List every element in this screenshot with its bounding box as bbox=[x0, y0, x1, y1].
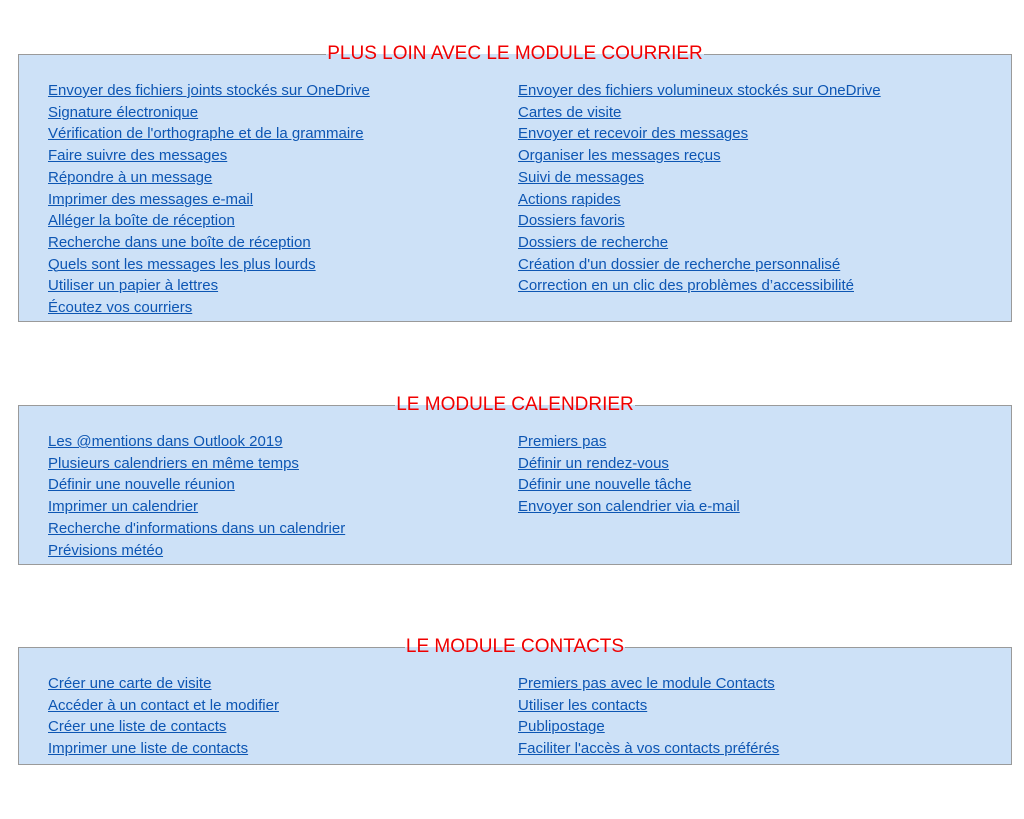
link-recherche-calendrier[interactable]: Recherche d'informations dans un calendrier bbox=[48, 519, 346, 537]
link-envoyer-fichiers-joints-onedrive[interactable]: Envoyer des fichiers joints stockés sur OneDrive bbox=[48, 82, 370, 99]
link-envoyer-fichiers-volumineux[interactable]: Envoyer des fichiers volumineux stockés sur OneDrive bbox=[518, 82, 881, 99]
link-envoyer-calendrier[interactable]: Envoyer son calendrier via e-mail bbox=[518, 498, 740, 516]
link-repondre-message[interactable]: Répondre à un message bbox=[48, 168, 213, 186]
link-faciliter-acces-contacts[interactable]: Faciliter l'accès à vos contacts préférés bbox=[518, 740, 780, 758]
link-papier-a-lettres[interactable]: Utiliser un papier à lettres bbox=[48, 277, 219, 295]
links-column-left bbox=[48, 80, 370, 319]
link-dossiers-favoris[interactable]: Dossiers favoris bbox=[518, 212, 625, 230]
links-column-right bbox=[518, 80, 881, 297]
link-actions-rapides[interactable]: Actions rapides bbox=[518, 190, 621, 208]
link-definir-reunion[interactable]: Définir une nouvelle réunion bbox=[48, 476, 235, 494]
link-ecoutez-courriers[interactable]: Écoutez vos courriers bbox=[48, 299, 193, 317]
link-plusieurs-calendriers[interactable]: Plusieurs calendriers en même temps bbox=[48, 454, 299, 472]
link-premiers-pas-contacts[interactable]: Premiers pas avec le module Contacts bbox=[518, 675, 775, 692]
section-title-calendrier: LE MODULE CALENDRIER bbox=[396, 394, 634, 415]
links-column-left bbox=[48, 673, 279, 760]
link-creer-carte-visite[interactable]: Créer une carte de visite bbox=[48, 675, 212, 692]
section-title-courrier: PLUS LOIN AVEC LE MODULE COURRIER bbox=[327, 43, 703, 64]
link-cartes-de-visite[interactable]: Cartes de visite bbox=[518, 103, 622, 121]
link-signature-electronique[interactable]: Signature électronique bbox=[48, 103, 199, 121]
link-envoyer-recevoir-messages[interactable]: Envoyer et recevoir des messages bbox=[518, 125, 749, 143]
link-previsions-meteo[interactable]: Prévisions météo bbox=[48, 541, 164, 559]
link-definir-tache[interactable]: Définir une nouvelle tâche bbox=[518, 476, 692, 494]
link-correction-accessibilite[interactable]: Correction en un clic des problèmes d’accessibilité bbox=[518, 277, 854, 295]
section-courrier bbox=[18, 43, 1012, 322]
link-definir-rendez-vous[interactable]: Définir un rendez-vous bbox=[518, 454, 669, 472]
link-messages-plus-lourds[interactable]: Quels sont les messages les plus lourds bbox=[48, 255, 316, 273]
link-creation-dossier-recherche[interactable]: Création d'un dossier de recherche personnalisé bbox=[518, 255, 841, 273]
link-alleger-boite-reception[interactable]: Alléger la boîte de réception bbox=[48, 212, 235, 230]
link-publipostage[interactable]: Publipostage bbox=[518, 718, 605, 736]
links-column-right bbox=[518, 431, 740, 518]
link-verification-orthographe[interactable]: Vérification de l'orthographe et de la grammaire bbox=[48, 125, 364, 143]
link-acceder-contact[interactable]: Accéder à un contact et le modifier bbox=[48, 696, 279, 714]
link-creer-liste-contacts[interactable]: Créer une liste de contacts bbox=[48, 718, 227, 736]
link-imprimer-calendrier[interactable]: Imprimer un calendrier bbox=[48, 498, 199, 516]
section-contacts bbox=[18, 636, 1012, 765]
links-column-right bbox=[518, 673, 779, 760]
link-premiers-pas[interactable]: Premiers pas bbox=[518, 433, 607, 450]
link-suivi-messages[interactable]: Suivi de messages bbox=[518, 168, 644, 186]
link-organiser-messages-recus[interactable]: Organiser les messages reçus bbox=[518, 147, 721, 165]
link-imprimer-liste-contacts[interactable]: Imprimer une liste de contacts bbox=[48, 740, 249, 758]
links-column-left bbox=[48, 431, 345, 561]
link-recherche-boite-reception[interactable]: Recherche dans une boîte de réception bbox=[48, 233, 311, 251]
link-utiliser-contacts[interactable]: Utiliser les contacts bbox=[518, 696, 648, 714]
link-imprimer-messages[interactable]: Imprimer des messages e-mail bbox=[48, 190, 254, 208]
link-dossiers-recherche[interactable]: Dossiers de recherche bbox=[518, 233, 669, 251]
link-faire-suivre-messages[interactable]: Faire suivre des messages bbox=[48, 147, 228, 165]
link-mentions-outlook[interactable]: Les @mentions dans Outlook 2019 bbox=[48, 433, 283, 450]
section-title-contacts: LE MODULE CONTACTS bbox=[405, 636, 625, 657]
section-calendrier bbox=[18, 394, 1012, 565]
